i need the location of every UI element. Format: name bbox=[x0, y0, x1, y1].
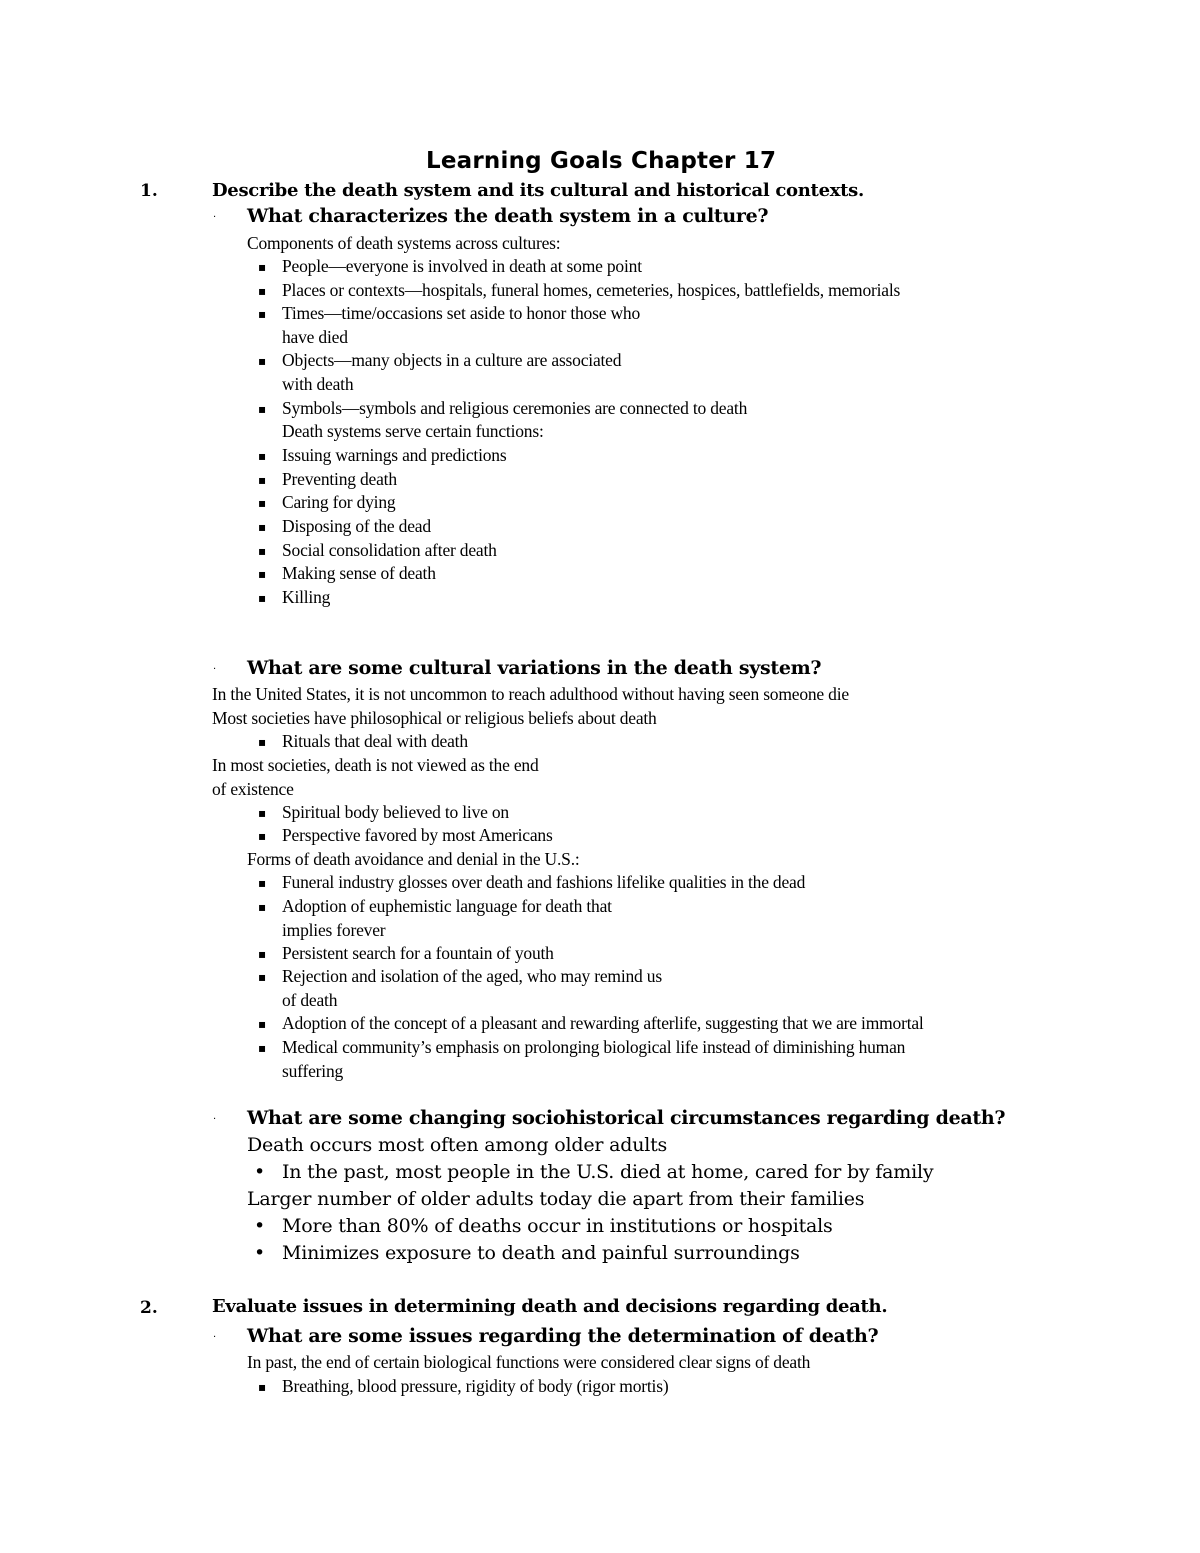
paragraph-line: of existence bbox=[212, 779, 294, 799]
bullet: ▪ bbox=[258, 284, 267, 298]
question-determination: What are some issues regarding the determination of death? bbox=[247, 1325, 879, 1347]
question-marker: · bbox=[213, 1332, 217, 1343]
bullet: ▪ bbox=[258, 520, 267, 534]
bullet: ▪ bbox=[258, 1041, 267, 1055]
bullet: • bbox=[254, 1215, 266, 1237]
list-item: Funeral industry glosses over death and fashions lifelike qualities in the dead bbox=[282, 872, 806, 892]
goal-2-heading: Evaluate issues in determining death and decisions regarding death. bbox=[212, 1296, 888, 1317]
list-item: Times—time/occasions set aside to honor those who bbox=[282, 303, 640, 323]
list-item: Social consolidation after death bbox=[282, 540, 497, 560]
list-item: Adoption of the concept of a pleasant and rewarding afterlife, suggesting that we are immortal bbox=[282, 1013, 924, 1033]
bullet: ▪ bbox=[258, 947, 267, 961]
list-item: Caring for dying bbox=[282, 492, 396, 512]
list-item: Killing bbox=[282, 587, 331, 607]
bullet: ▪ bbox=[258, 496, 267, 510]
list-item: Making sense of death bbox=[282, 563, 436, 583]
list-item: Symbols—symbols and religious ceremonies are connected to death bbox=[282, 398, 748, 418]
bullet: ▪ bbox=[258, 591, 267, 605]
paragraph-line: Most societies have philosophical or religious beliefs about death bbox=[212, 708, 657, 728]
list-item-continuation: with death bbox=[282, 374, 354, 394]
bullet: ▪ bbox=[258, 806, 267, 820]
bullet: • bbox=[254, 1161, 266, 1183]
list-item: Rejection and isolation of the aged, who may remind us bbox=[282, 966, 662, 986]
paragraph-line: In past, the end of certain biological functions were considered clear signs of death bbox=[247, 1352, 811, 1372]
list-item: More than 80% of deaths occur in institutions or hospitals bbox=[282, 1215, 833, 1237]
bullet: ▪ bbox=[258, 970, 267, 984]
bullet: ▪ bbox=[258, 260, 267, 274]
bullet: ▪ bbox=[258, 1380, 267, 1394]
question-marker: · bbox=[213, 664, 217, 675]
list-item: Breathing, blood pressure, rigidity of body (rigor mortis) bbox=[282, 1376, 669, 1396]
bullet: ▪ bbox=[258, 900, 267, 914]
list-item-continuation: have died bbox=[282, 327, 348, 347]
list-item: Perspective favored by most Americans bbox=[282, 825, 553, 845]
list-item: Medical community’s emphasis on prolonging biological life instead of diminishing human bbox=[282, 1037, 906, 1057]
paragraph-line: Larger number of older adults today die apart from their families bbox=[247, 1188, 865, 1210]
list-item: Objects—many objects in a culture are associated bbox=[282, 350, 622, 370]
page-title: Learning Goals Chapter 17 bbox=[426, 148, 777, 174]
list-item: Minimizes exposure to death and painful surroundings bbox=[282, 1242, 800, 1264]
paragraph-line: Forms of death avoidance and denial in the U.S.: bbox=[247, 849, 580, 869]
paragraph-line: In the United States, it is not uncommon to reach adulthood without having seen someone die bbox=[212, 684, 849, 704]
bullet: ▪ bbox=[258, 829, 267, 843]
list-item: Issuing warnings and predictions bbox=[282, 445, 507, 465]
question-marker: · bbox=[213, 212, 217, 223]
bullet: ▪ bbox=[258, 473, 267, 487]
bullet: ▪ bbox=[258, 735, 267, 749]
bullet: ▪ bbox=[258, 354, 267, 368]
paragraph-line: Death occurs most often among older adults bbox=[247, 1134, 668, 1156]
list-item: Places or contexts—hospitals, funeral homes, cemeteries, hospices, battlefields, memorials bbox=[282, 280, 901, 300]
list-item: Adoption of euphemistic language for death that bbox=[282, 896, 612, 916]
functions-heading: Death systems serve certain functions: bbox=[282, 421, 544, 441]
goal-1-heading: Describe the death system and its cultural and historical contexts. bbox=[212, 180, 864, 201]
list-item: Spiritual body believed to live on bbox=[282, 802, 509, 822]
list-item: Persistent search for a fountain of youth bbox=[282, 943, 554, 963]
goal-1-number: 1. bbox=[140, 181, 158, 201]
bullet: • bbox=[254, 1242, 266, 1264]
goal-2-number: 2. bbox=[140, 1298, 158, 1318]
list-item-continuation: of death bbox=[282, 990, 338, 1010]
list-item-continuation: suffering bbox=[282, 1061, 344, 1081]
question-cultural-variations: What are some cultural variations in the death system? bbox=[247, 657, 822, 679]
list-item: Disposing of the dead bbox=[282, 516, 431, 536]
bullet: ▪ bbox=[258, 1017, 267, 1031]
bullet: ▪ bbox=[258, 307, 267, 321]
list-item: Preventing death bbox=[282, 469, 397, 489]
question-death-system: What characterizes the death system in a culture? bbox=[247, 205, 769, 227]
bullet: ▪ bbox=[258, 449, 267, 463]
list-item: In the past, most people in the U.S. died at home, cared for by family bbox=[282, 1161, 934, 1183]
list-item: People—everyone is involved in death at some point bbox=[282, 256, 642, 276]
bullet: ▪ bbox=[258, 567, 267, 581]
list-item-continuation: implies forever bbox=[282, 920, 386, 940]
bullet: ▪ bbox=[258, 544, 267, 558]
bullet: ▪ bbox=[258, 876, 267, 890]
components-heading: Components of death systems across cultures: bbox=[247, 233, 561, 253]
question-marker: · bbox=[213, 1114, 217, 1125]
paragraph-line: In most societies, death is not viewed as the end bbox=[212, 755, 539, 775]
question-sociohistorical: What are some changing sociohistorical circumstances regarding death? bbox=[247, 1107, 1006, 1129]
bullet: ▪ bbox=[258, 402, 267, 416]
list-item: Rituals that deal with death bbox=[282, 731, 468, 751]
